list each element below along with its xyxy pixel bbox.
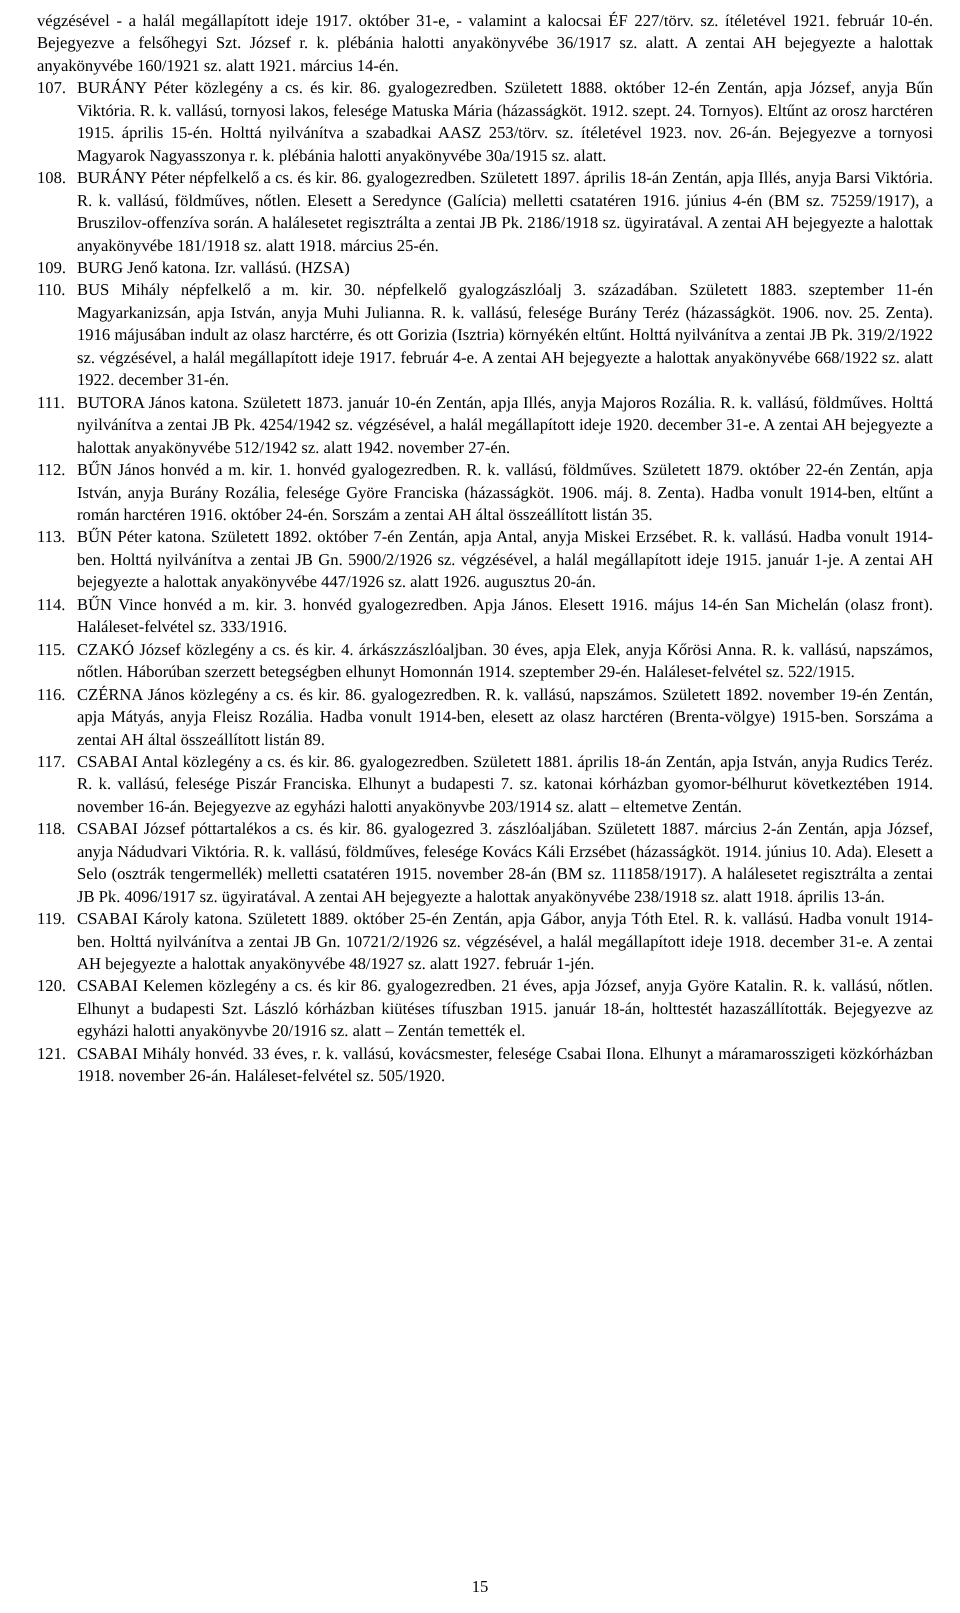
entry-text: CSABAI Kelemen közlegény a cs. és kir 86. gyalogezredben. 21 éves, apja József, anyja Györe Katalin. R. k. vallású, nőtlen. Elhunyt a budapesti Szt. László kórházban kiütéses tífuszban 1915. január 18-án, holttestét hazaszállították. Bejegyezve az egyházi halotti anyakönyvbe 20/1916 sz. alatt – Zentán temették el. bbox=[77, 976, 933, 1041]
list-item bbox=[37, 751, 933, 818]
entry-text: BŰN Vince honvéd a m. kir. 3. honvéd gyalogezredben. Apja János. Elesett 1916. május 14-én San Michelán (olasz front). Haláleset-felvétel sz. 333/1916. bbox=[77, 594, 933, 637]
entry-text: CZAKÓ József közlegény a cs. és kir. 4. árkászzászlóaljban. 30 éves, apja Elek, anyja Kőrösi Anna. R. k. vallású, napszámos, nőtlen. Háborúban szerzett betegségben elhunyt Homonnán 1914. szeptember 29-én. Haláleset-felvétel sz. 522/1915. bbox=[77, 639, 933, 682]
entry-text: CSABAI Károly katona. Született 1889. október 25-én Zentán, apja Gábor, anyja Tóth Etel. R. k. vallású. Hadba vonult 1914-ben. Holttá nyilvánítva a zentai JB Gn. 10721/2/1926 sz. végzésével, a halál megállapított ideje 1918. december 31-e. A zentai AH bejegyezte a halottak anyakönyvébe 48/1927 sz. alatt 1927. február 1-jén. bbox=[77, 909, 933, 974]
list-item bbox=[37, 594, 933, 639]
list-item bbox=[37, 639, 933, 684]
list-item bbox=[37, 392, 933, 459]
entry-number: 107. bbox=[37, 78, 67, 98]
entry-text: BURG Jenő katona. Izr. vallású. (HZSA) bbox=[77, 257, 350, 277]
entry-number: 121. bbox=[37, 1043, 67, 1063]
list-item bbox=[37, 459, 933, 526]
list-item bbox=[37, 77, 933, 167]
list-item bbox=[37, 1043, 933, 1088]
entry-text: BURÁNY Péter népfelkelő a cs. és kir. 86. gyalogezredben. Született 1897. április 18-án Zentán, apja Illés, anyja Barsi Viktória. R. k. vallású, földműves, nőtlen. Elesett a Seredynce (Galícia) melletti csatatéren 1916. június 4-én (BM sz. 75259/1917), a Bruszilov-offenzíva során. A halálesetet regisztrálta a zentai JB Pk. 2186/1918 sz. ügyiratával. A zentai AH bejegyezte a halottak anyakönyvébe 181/1918 sz. alatt 1918. március 25-én. bbox=[77, 168, 933, 255]
list-item bbox=[37, 818, 933, 908]
document-page bbox=[37, 10, 933, 1088]
entry-number: 115. bbox=[37, 639, 66, 659]
entry-number: 112. bbox=[37, 460, 66, 480]
entry-text: CSABAI Antal közlegény a cs. és kir. 86. gyalogezredben. Született 1881. április 18-án Zentán, apja István, anyja Rudics Teréz. R. k. vallású, felesége Piszár Franciska. Elhunyt a budapesti 7. sz. katonai kórházban gyomor-bélhurut következtében 1914. november 16-án. Bejegyezve az egyházi halotti anyakönyvbe 203/1914 sz. alatt – eltemetve Zentán. bbox=[77, 751, 933, 816]
page-number: 15 bbox=[471, 1577, 489, 1596]
list-item bbox=[37, 526, 933, 593]
entry-text: BŰN Péter katona. Született 1892. október 7-én Zentán, apja Antal, anyja Miskei Erzsébet. R. k. vallású. Hadba vonult 1914-ben. Holttá nyilvánítva a zentai JB Gn. 5900/2/1926 sz. végzésével, a halál megállapított ideje 1915. január 1-je. A zentai AH bejegyezte a halottak anyakönyvébe 447/1926 sz. alatt 1926. augusztus 20-án. bbox=[77, 527, 933, 592]
list-item bbox=[37, 975, 933, 1042]
list-item bbox=[37, 279, 933, 391]
entry-number: 110. bbox=[37, 280, 66, 300]
entry-list bbox=[37, 77, 933, 1087]
entry-number: 116. bbox=[37, 684, 66, 704]
list-item bbox=[37, 167, 933, 257]
entry-number: 108. bbox=[37, 168, 67, 188]
entry-text: BUTORA János katona. Született 1873. január 10-én Zentán, apja Illés, anyja Majoros Rozália. R. k. vallású, földműves. Holttá nyilvánítva a zentai JB Pk. 4254/1942 sz. végzésével, a halál megállapított ideje 1920. december 31-e. A zentai AH bejegyezte a halottak anyakönyvébe 512/1942 sz. alatt 1942. november 27-én. bbox=[77, 392, 933, 457]
intro-paragraph: végzésével - a halál megállapított ideje 1917. október 31-e, - valamint a kalocsai ÉF 227/törv. sz. ítéletével 1921. február 10-én. Bejegyezve a felsőhegyi Szt. József r. k. plébánia halotti anyakönyvébe 36/1917 sz. alatt. A zentai AH bejegyezte a halottak anyakönyvébe 160/1921 sz. alatt 1921. március 14-én. bbox=[37, 11, 933, 75]
entry-number: 119. bbox=[37, 909, 66, 929]
entry-number: 109. bbox=[37, 257, 67, 277]
entry-text: BURÁNY Péter közlegény a cs. és kir. 86. gyalogezredben. Született 1888. október 12-én Zentán, apja József, anyja Bűn Viktória. R. k. vallású, tornyosi lakos, felesége Matuska Mária (házasságköt. 1912. szept. 24. Tornyos). Eltűnt az orosz harctéren 1915. április 15-én. Holttá nyilvánítva a szabadkai AASZ 253/törv. sz. ítéletével 1923. nov. 26-án. Bejegyezve a tornyosi Magyarok Nagyasszonya r. k. plébánia halotti anyakönyvébe 30a/1915 sz. alatt. bbox=[77, 78, 933, 165]
entry-number: 120. bbox=[37, 976, 67, 996]
entry-text: CSABAI Mihály honvéd. 33 éves, r. k. vallású, kovácsmester, felesége Csabai Ilona. Elhunyt a máramarosszigeti közkórházban 1918. november 26-án. Haláleset-felvétel sz. 505/1920. bbox=[77, 1043, 933, 1086]
entry-text: CSABAI József póttartalékos a cs. és kir. 86. gyalogezred 3. zászlóaljában. Született 1887. március 2-án Zentán, apja József, anyja Nádudvari Viktória. R. k. vallású, földműves, felesége Kovács Káli Erzsébet (házasságköt. 1914. június 10. Ada). Elesett a Selo (osztrák tengermellék) melletti csatatéren 1915. november 28-án (BM sz. 111858/1917). A halálesetet regisztrálta a zentai JB Pk. 4096/1917 sz. ügyiratával. A zentai AH bejegyezte a halottak anyakönyvébe 238/1918 sz. alatt 1918. április 13-án. bbox=[77, 819, 933, 906]
entry-text: BUS Mihály népfelkelő a m. kir. 30. népfelkelő gyalogzászlóalj 3. századában. Született 1883. szeptember 11-én Magyarkanizsán, apja István, anyja Muhi Julianna. R. k. vallású, felesége Burány Teréz (házasságköt. 1906. nov. 25. Zenta). 1916 májusában indult az olasz harctérre, és ott Gorizia (Isztria) környékén eltűnt. Holttá nyilvánítva a zentai JB Pk. 319/2/1922 sz. végzésével, a halál megállapított ideje 1917. február 4-e. A zentai AH bejegyezte a halottak anyakönyvébe 668/1922 sz. alatt 1922. december 31-én. bbox=[77, 280, 933, 390]
entry-number: 114. bbox=[37, 594, 66, 614]
entry-number: 118. bbox=[37, 819, 66, 839]
entry-text: CZÉRNA János közlegény a cs. és kir. 86. gyalogezredben. R. k. vallású, napszámos. Született 1892. november 19-én Zentán, apja Mátyás, anyja Fleisz Rozália. Hadba vonult 1914-ben, elesett az olasz harctéren (Brenta-völgye) 1915-ben. Sorszáma a zentai AH által összeállított listán 89. bbox=[77, 684, 933, 749]
entry-text: BŰN János honvéd a m. kir. 1. honvéd gyalogezredben. R. k. vallású, földműves. Született 1879. október 22-én Zentán, apja István, anyja Burány Rozália, felesége Györe Franciska (házasságköt. 1906. máj. 8. Zenta). Hadba vonult 1914-ben, eltűnt a román harctéren 1916. október 24-én. Sorszám a zentai AH által összeállított listán 35. bbox=[77, 460, 933, 524]
entry-number: 113. bbox=[37, 527, 66, 547]
list-item bbox=[37, 908, 933, 975]
list-item bbox=[37, 684, 933, 751]
entry-number: 117. bbox=[37, 751, 66, 771]
entry-number: 111. bbox=[37, 392, 65, 412]
list-item bbox=[37, 257, 933, 279]
